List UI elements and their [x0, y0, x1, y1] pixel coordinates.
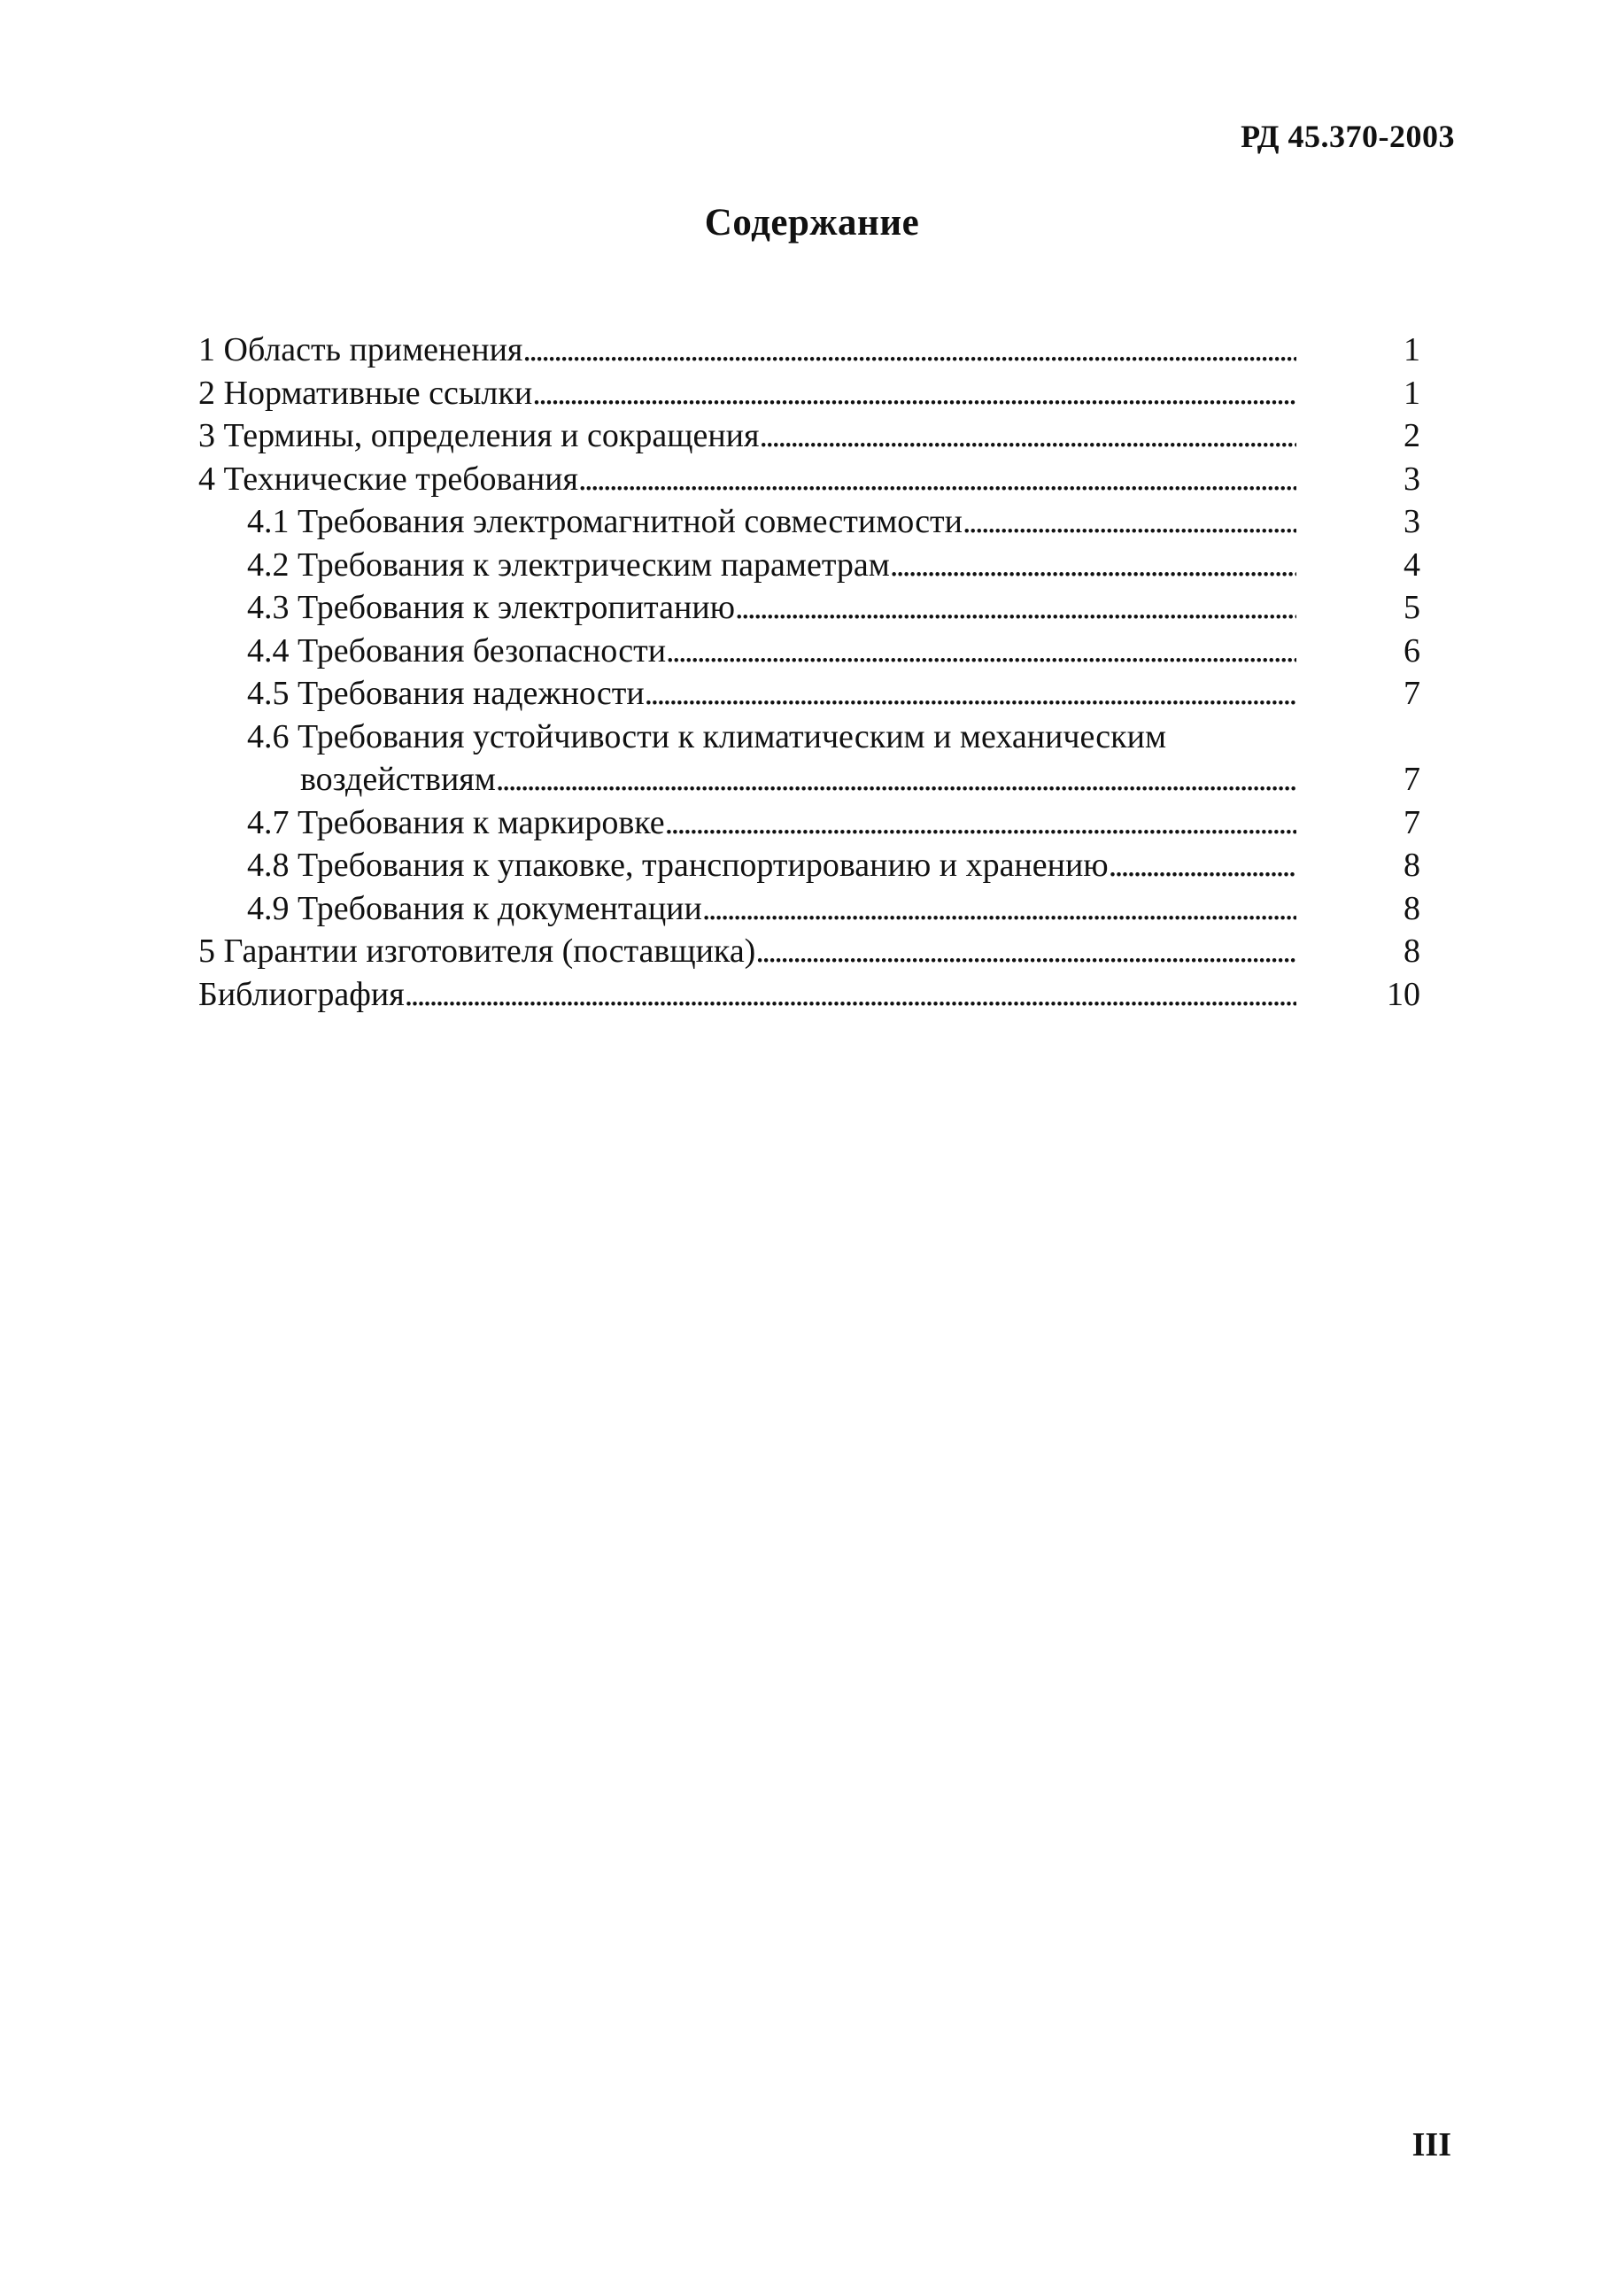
dot-leader — [496, 760, 1296, 799]
dot-leader — [532, 374, 1296, 413]
toc-entry-bibliography — [198, 975, 1420, 1018]
toc-entry-4-3 — [198, 588, 1420, 631]
toc-entry-2 — [198, 374, 1420, 417]
toc-page-number: 7 — [1404, 675, 1420, 712]
toc-label: 2 Нормативные ссылки — [198, 374, 533, 412]
toc-page-number: 3 — [1404, 503, 1420, 540]
toc-entry-3 — [198, 416, 1420, 460]
toc-page-number: 8 — [1404, 933, 1420, 970]
dot-leader — [702, 889, 1296, 928]
dot-leader — [665, 803, 1296, 842]
dot-leader — [578, 460, 1296, 499]
toc-label: 4.8 Требования к упаковке, транспортированию и хранению — [247, 847, 1109, 884]
toc-label-continuation: воздействиям — [300, 761, 496, 798]
dot-leader — [666, 631, 1296, 670]
toc-label: 4.7 Требования к маркировке — [247, 803, 665, 841]
dot-leader — [963, 502, 1296, 541]
toc-label: 4.2 Требования к электрическим параметрам — [247, 546, 890, 584]
dot-leader — [405, 975, 1296, 1014]
toc-entry-4-9 — [198, 889, 1420, 933]
dot-leader — [760, 416, 1297, 455]
table-of-contents — [198, 330, 1420, 1018]
toc-label: 4 Технические требования — [198, 460, 578, 498]
toc-page-number: 1 — [1404, 331, 1420, 368]
toc-label: 4.3 Требования к электропитанию — [247, 589, 736, 626]
toc-label: 4.5 Требования надежности — [247, 675, 645, 712]
toc-entry-4 — [198, 460, 1420, 503]
toc-page-number: 6 — [1404, 631, 1420, 669]
toc-entry-4-6 — [198, 717, 1420, 761]
dot-leader — [522, 330, 1296, 369]
dot-leader — [735, 588, 1296, 627]
toc-label: 3 Термины, определения и сокращения — [198, 417, 760, 454]
toc-page-number: 2 — [1404, 417, 1420, 454]
toc-label: Библиография — [198, 975, 405, 1013]
toc-entry-4-5 — [198, 674, 1420, 717]
toc-entry-4-4 — [198, 631, 1420, 675]
page-number: III — [1411, 2126, 1451, 2163]
toc-page-number: 8 — [1404, 847, 1420, 884]
document-code: РД 45.370-2003 — [1241, 119, 1455, 154]
toc-page-number: 5 — [1404, 589, 1420, 626]
toc-page-number: 7 — [1404, 761, 1420, 798]
toc-label: 5 Гарантии изготовителя (поставщика) — [198, 933, 756, 970]
dot-leader — [755, 932, 1296, 971]
toc-label: 4.6 Требования устойчивости к климатическим и механическим — [247, 717, 1167, 755]
toc-label: 1 Область применения — [198, 331, 523, 368]
toc-page-number: 4 — [1404, 546, 1420, 584]
toc-label: 4.1 Требования электромагнитной совместимости — [247, 503, 963, 540]
toc-entry-5 — [198, 932, 1420, 975]
toc-entry-4-7 — [198, 803, 1420, 847]
toc-entry-4-8 — [198, 846, 1420, 889]
toc-page-number: 7 — [1404, 803, 1420, 841]
toc-label: 4.4 Требования безопасности — [247, 631, 667, 669]
toc-page-number: 3 — [1404, 460, 1420, 498]
dot-leader — [1109, 846, 1296, 885]
toc-page-number: 1 — [1404, 374, 1420, 412]
page-title: Содержание — [704, 202, 920, 244]
toc-entry-4-1 — [198, 502, 1420, 546]
toc-entry-1 — [198, 330, 1420, 374]
toc-label: 4.9 Требования к документации — [247, 889, 702, 927]
toc-page-number: 10 — [1387, 975, 1420, 1013]
toc-entry-4-2 — [198, 546, 1420, 589]
dot-leader — [645, 674, 1296, 713]
toc-entry-4-6-continuation — [198, 760, 1420, 803]
toc-page-number: 8 — [1404, 889, 1420, 927]
dot-leader — [890, 546, 1296, 584]
